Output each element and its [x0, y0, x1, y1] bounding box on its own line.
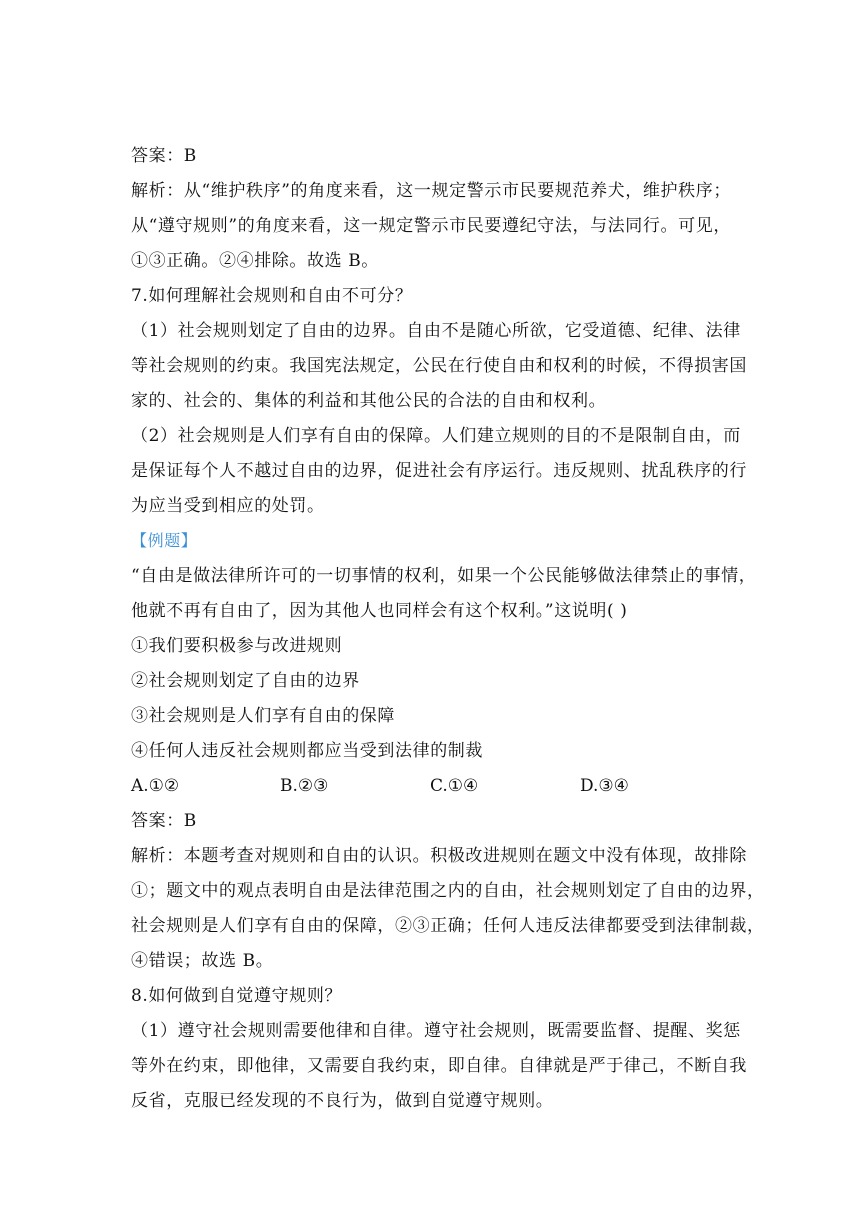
analysis-2-line-1: 解析：本题考查对规则和自由的认识。积极改进规则在题文中没有体现，故排除: [131, 846, 747, 866]
analysis-2-line-2: ①；题文中的观点表明自由是法律范围之内的自由，社会规则划定了自由的边界，: [131, 881, 765, 901]
q7-para-2-line-2: 是保证每个人不越过自由的边界，促进社会有序运行。违反规则、扰乱秩序的行: [131, 461, 747, 481]
q8-para-1-line-3: 反省，克服已经发现的不良行为，做到自觉遵守规则。: [131, 1091, 554, 1111]
analysis-1-line-2: 从“遵守规则”的角度来看，这一规定警示市民要遵纪守法，与法同行。可见，: [131, 216, 731, 236]
analysis-1-line-3: ①③正确。②④排除。故选 B。: [131, 251, 379, 271]
option-b: B.②③: [280, 776, 329, 796]
answer-1: 答案：B: [131, 146, 197, 166]
q7-para-1-line-3: 家的、社会的、集体的利益和其他公民的合法的自由和权利。: [131, 391, 607, 411]
question-8-title: 8.如何做到自觉遵守规则？: [131, 986, 343, 1006]
q7-para-1-line-2: 等社会规则的约束。我国宪法规定，公民在行使自由和权利的时候，不得损害国: [131, 356, 747, 376]
q7-para-1-line-1: （1）社会规则划定了自由的边界。自由不是随心所欲，它受道德、纪律、法律: [131, 321, 741, 341]
example-question-line-2: 他就不再有自由了，因为其他人也同样会有这个权利。”这说明( ): [131, 601, 628, 621]
example-item-2: ②社会规则划定了自由的边界: [131, 671, 360, 691]
q8-para-1-line-1: （1）遵守社会规则需要他律和自律。遵守社会规则，既需要监督、提醒、奖惩: [131, 1021, 741, 1041]
analysis-1-line-1: 解析：从“维护秩序”的角度来看，这一规定警示市民要规范养犬，维护秩序；: [131, 181, 731, 201]
example-item-3: ③社会规则是人们享有自由的保障: [131, 706, 395, 726]
analysis-2-line-4: ④错误；故选 B。: [131, 951, 274, 971]
q7-para-2-line-3: 为应当受到相应的处罚。: [131, 496, 325, 516]
question-7-title: 7.如何理解社会规则和自由不可分？: [131, 286, 413, 306]
analysis-2-line-3: 社会规则是人们享有自由的保障，②③正确；任何人违反法律都要受到法律制裁，: [131, 916, 765, 936]
example-tag: 【例题】: [131, 531, 198, 550]
q8-para-1-line-2: 等外在约束，即他律，又需要自我约束，即自律。自律就是严于律己，不断自我: [131, 1056, 747, 1076]
answer-2: 答案：B: [131, 811, 197, 831]
answer-options: [131, 776, 731, 796]
example-item-4: ④任何人违反社会规则都应当受到法律的制裁: [131, 741, 483, 761]
option-d: D.③④: [580, 776, 629, 796]
option-c: C.①④: [430, 776, 479, 796]
example-item-1: ①我们要积极参与改进规则: [131, 636, 343, 656]
option-a: A.①②: [131, 776, 180, 796]
example-question-line-1: “自由是做法律所许可的一切事情的权利，如果一个公民能够做法律禁止的事情，: [131, 566, 757, 586]
q7-para-2-line-1: （2）社会规则是人们享有自由的保障。人们建立规则的目的不是限制自由，而: [131, 426, 741, 446]
